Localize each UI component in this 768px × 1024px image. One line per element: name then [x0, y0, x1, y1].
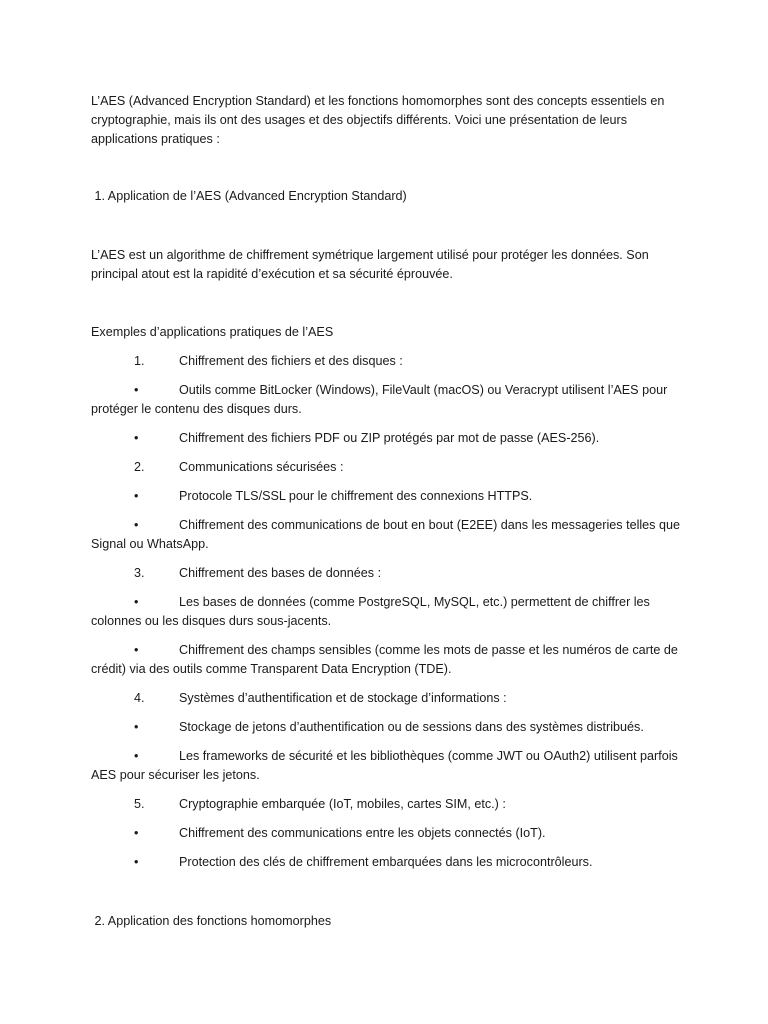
- item-text: Chiffrement des champs sensibles (comme les mots de passe et les numéros de carte de crédit) via des outils comme Transparent Data Encryption (TDE).: [91, 643, 678, 676]
- bullet-marker: •: [134, 431, 139, 445]
- numbered-item: [91, 458, 683, 477]
- item-text: Stockage de jetons d’authentification ou de sessions dans des systèmes distribués.: [179, 720, 644, 734]
- bullet-marker: •: [134, 855, 139, 869]
- intro-paragraph: L’AES (Advanced Encryption Standard) et les fonctions homomorphes sont des concepts essentiels en cryptographie, mais ils ont des usages et des objectifs différents. Voici une présentation de leurs applications pratiques :: [91, 94, 665, 146]
- bullet-item: [91, 593, 683, 631]
- item-text: Chiffrement des communications de bout en bout (E2EE) dans les messageries telles que Signal ou WhatsApp.: [91, 518, 680, 551]
- number-marker: 4.: [134, 691, 145, 705]
- numbered-item: [91, 352, 683, 371]
- aes-description: L’AES est un algorithme de chiffrement symétrique largement utilisé pour protéger les données. Son principal atout est la rapidité d’exécution et sa sécurité éprouvée.: [91, 248, 649, 281]
- number-marker: 3.: [134, 566, 145, 580]
- item-text: Communications sécurisées :: [179, 460, 344, 474]
- bullet-marker: •: [134, 489, 139, 503]
- bullet-marker: •: [134, 749, 139, 763]
- examples-heading: Exemples d’applications pratiques de l’AES: [91, 325, 334, 339]
- item-text: Outils comme BitLocker (Windows), FileVault (macOS) ou Veracrypt utilisent l’AES pour protéger le contenu des disques durs.: [91, 383, 668, 416]
- item-text: Chiffrement des fichiers et des disques :: [179, 354, 403, 368]
- numbered-item: [91, 795, 683, 814]
- bullet-item: [91, 487, 683, 506]
- bullet-item: [91, 747, 683, 785]
- section-2-title: 2. Application des fonctions homomorphes: [91, 914, 332, 928]
- bullet-item: [91, 381, 683, 419]
- bullet-marker: •: [134, 518, 139, 532]
- item-text: Cryptographie embarquée (IoT, mobiles, cartes SIM, etc.) :: [179, 797, 506, 811]
- bullet-marker: •: [134, 720, 139, 734]
- bullet-marker: •: [134, 383, 139, 397]
- bullet-item: [91, 718, 683, 737]
- item-text: Protocole TLS/SSL pour le chiffrement des connexions HTTPS.: [179, 489, 533, 503]
- section-1-title: 1. Application de l’AES (Advanced Encryption Standard): [91, 189, 407, 203]
- number-marker: 1.: [134, 354, 145, 368]
- item-text: Les frameworks de sécurité et les bibliothèques (comme JWT ou OAuth2) utilisent parfois AES pour sécuriser les jetons.: [91, 749, 678, 782]
- item-text: Les bases de données (comme PostgreSQL, MySQL, etc.) permettent de chiffrer les colonnes ou les disques durs sous-jacents.: [91, 595, 650, 628]
- number-marker: 5.: [134, 797, 145, 811]
- item-text: Systèmes d’authentification et de stockage d’informations :: [179, 691, 507, 705]
- number-marker: 2.: [134, 460, 145, 474]
- bullet-item: [91, 853, 683, 872]
- item-text: Chiffrement des bases de données :: [179, 566, 382, 580]
- bullet-item: [91, 824, 683, 843]
- bullet-marker: •: [134, 595, 139, 609]
- numbered-item: [91, 689, 683, 708]
- numbered-item: [91, 564, 683, 583]
- item-text: Chiffrement des communications entre les objets connectés (IoT).: [179, 826, 546, 840]
- bullet-item: [91, 516, 683, 554]
- bullet-item: [91, 429, 683, 448]
- bullet-marker: •: [134, 643, 139, 657]
- item-text: Chiffrement des fichiers PDF ou ZIP protégés par mot de passe (AES-256).: [179, 431, 600, 445]
- bullet-item: [91, 641, 683, 679]
- item-text: Protection des clés de chiffrement embarquées dans les microcontrôleurs.: [179, 855, 593, 869]
- bullet-marker: •: [134, 826, 139, 840]
